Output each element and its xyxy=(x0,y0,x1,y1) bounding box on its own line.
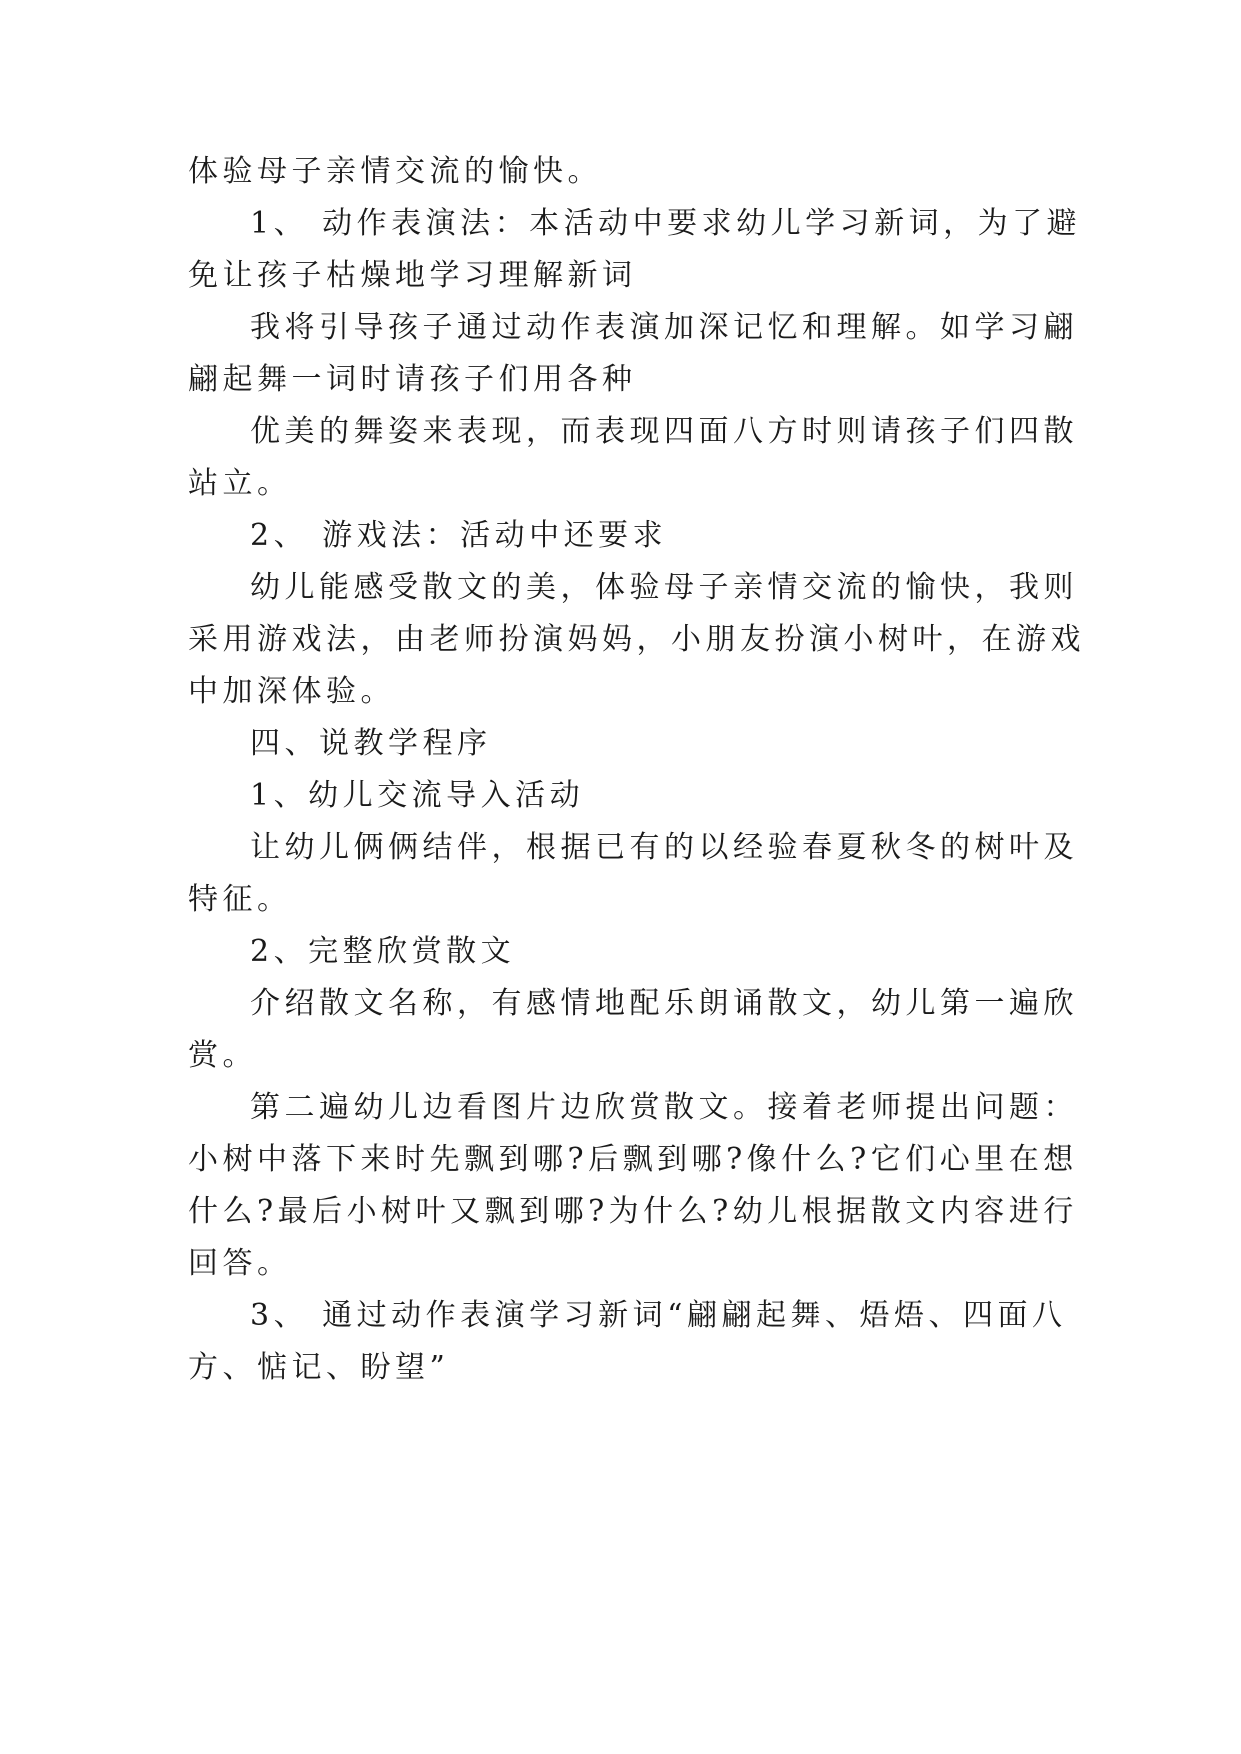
step-heading: 2、完整欣赏散文 xyxy=(250,934,516,969)
step-heading: 1、幼儿交流导入活动 xyxy=(250,778,585,813)
text-line: 回答。 xyxy=(188,1246,292,1281)
text-line: 站立。 xyxy=(188,466,292,501)
text-line: 什么?最后小树叶又飘到哪?为什么?幼儿根据散文内容进行 xyxy=(188,1194,1078,1229)
text-line: 方、惦记、盼望” xyxy=(188,1350,450,1385)
text-line: 让幼儿俩俩结伴，根据已有的以经验春夏秋冬的树叶及 xyxy=(250,830,1078,865)
text-line: 采用游戏法，由老师扮演妈妈，小朋友扮演小树叶，在游戏 xyxy=(188,622,1085,657)
text-line: 特征。 xyxy=(188,882,292,917)
text-line: 优美的舞姿来表现，而表现四面八方时则请孩子们四散 xyxy=(250,414,1078,449)
section-heading: 四、说教学程序 xyxy=(250,726,492,761)
text-line: 翩起舞一词时请孩子们用各种 xyxy=(188,362,637,397)
text-line: 第二遍幼儿边看图片边欣赏散文。接着老师提出问题： xyxy=(250,1090,1078,1125)
text-line: 幼儿能感受散文的美，体验母子亲情交流的愉快，我则 xyxy=(250,570,1078,605)
text-line: 免让孩子枯燥地学习理解新词 xyxy=(188,258,637,293)
text-line: 我将引导孩子通过动作表演加深记忆和理解。如学习翩 xyxy=(250,310,1078,345)
text-line: 1、 动作表演法：本活动中要求幼儿学习新词，为了避 xyxy=(250,206,1082,241)
text-line: 赏。 xyxy=(188,1038,257,1073)
text-line: 2、 游戏法：活动中还要求 xyxy=(250,518,668,553)
text-line: 介绍散文名称，有感情地配乐朗诵散文，幼儿第一遍欣 xyxy=(250,986,1078,1021)
text-line: 3、 通过动作表演学习新词“翩翩起舞、焐焐、四面八 xyxy=(250,1298,1067,1333)
text-line: 中加深体验。 xyxy=(188,674,395,709)
text-line: 体验母子亲情交流的愉快。 xyxy=(188,154,602,189)
text-line: 小树中落下来时先飘到哪?后飘到哪?像什么?它们心里在想 xyxy=(188,1142,1078,1177)
